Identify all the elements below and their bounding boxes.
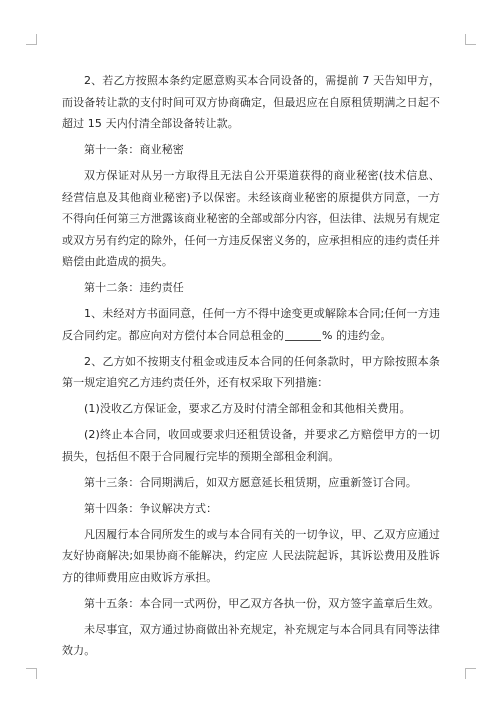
article-12-measure-2: (2)终止本合同，收回或要求归还租赁设备，并要求乙方赔偿甲方的一切损失，包括但不限于合同履行完毕的预期全部租金利润。 — [62, 428, 440, 463]
crop-mark-bottom-right — [465, 668, 476, 679]
article-12-item-1 — [62, 303, 440, 346]
article-11-heading: 第十一条：商业秘密 — [84, 143, 184, 156]
article-12-item-2: 2、乙方如不按期支付租金或违反本合同的任何条款时，甲方除按照本条第一规定追究乙方违约责任外，还有权采取下列措施： — [62, 354, 440, 389]
article-12-heading: 第十二条：违约责任 — [84, 281, 184, 294]
article-12-item-1-text: 1、未经对方书面同意，任何一方不得中途变更或解除本合同;任何一方违反合同约定。都应向对方偿付本合同总租金的 — [62, 307, 440, 342]
clause-10-item-2: 2、若乙方按照本条约定愿意购买本合同设备的，需提前 7 天告知甲方，而设备转让款的支付时间可双方协商确定，但最迟应在自原租赁期满之日起不超过 15 天内付清全部设备转让款。 — [62, 74, 440, 130]
supplementary-clause: 未尽事宜，双方通过协商做出补充规定，补充规定与本合同具有同等法律效力。 — [62, 622, 440, 657]
article-12-measure-1: (1)没收乙方保证金，要求乙方及时付清全部租金和其他相关费用。 — [84, 402, 411, 415]
article-15: 第十五条：本合同一式两份，甲乙双方各执一份，双方签字盖章后生效。 — [84, 596, 440, 610]
crop-mark-top-left — [26, 34, 37, 45]
article-14-body: 凡因履行本合同所发生的或与本合同有关的一切争议，甲、乙双方应通过友好协商解决;如果协商不能解决，约定应 人民法院起诉，其诉讼费用及胜诉方的律师费用应由败诉方承担。 — [62, 527, 440, 584]
document-page — [62, 70, 440, 666]
article-13: 第十三条：合同期满后，如双方愿意延长租赁期，应重新签订合同。 — [84, 475, 417, 489]
article-12-item-1-suffix: % 的违约金。 — [322, 328, 392, 342]
crop-mark-top-right — [465, 34, 476, 45]
penalty-percent-blank — [285, 328, 321, 341]
article-14-heading: 第十四条：争议解决方式： — [84, 501, 218, 515]
crop-mark-bottom-left — [26, 668, 37, 679]
article-11-body: 双方保证对从另一方取得且无法自公开渠道获得的商业秘密(技术信息、经营信息及其他商业秘密)予以保密。未经该商业秘密的原提供方同意，一方不得向任何第三方泄露该商业秘密的全部或部分内容，但法律、法规另有规定或双方另有约定的除外，任何一方违反保密义务的，应承担相应的违约责任并赔偿由此造成的损失。 — [62, 169, 440, 268]
